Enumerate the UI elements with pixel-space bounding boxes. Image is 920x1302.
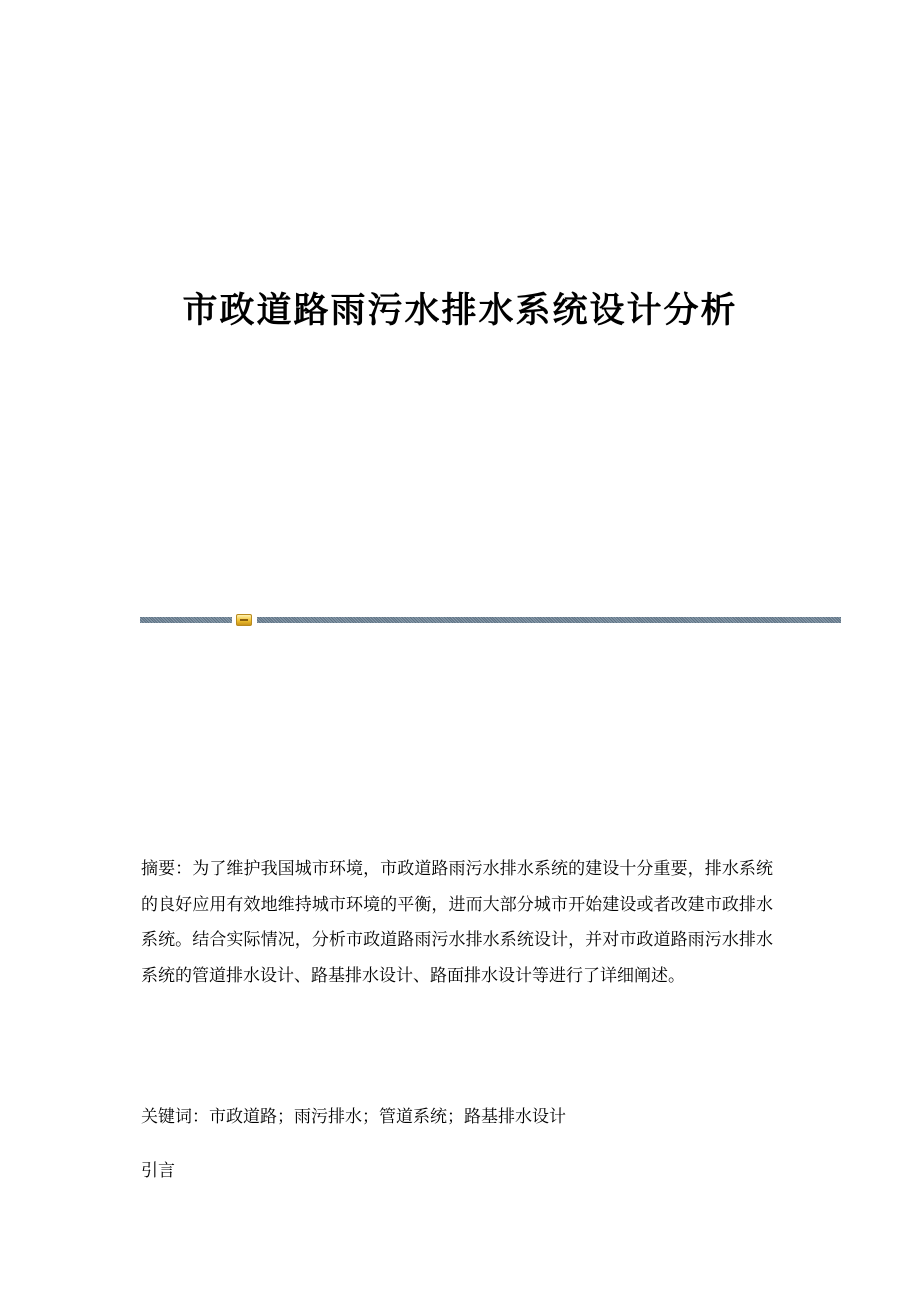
- page-title: 市政道路雨污水排水系统设计分析: [182, 290, 738, 332]
- divider-bar-left: [140, 617, 232, 623]
- intro-heading: 引言: [141, 1161, 175, 1181]
- gold-emblem-icon: [236, 614, 252, 626]
- section-divider: [140, 614, 841, 626]
- keywords-line: 关键词：市政道路；雨污排水；管道系统；路基排水设计: [141, 1107, 566, 1127]
- abstract-paragraph: 摘要：为了维护我国城市环境，市政道路雨污水排水系统的建设十分重要，排水系统的良好应用有效地维持城市环境的平衡，进而大部分城市开始建设或者改建市政排水系统。结合实际情况，分析市政道路雨污水排水系统设计，并对市政道路雨污水排水系统的管道排水设计、路基排水设计、路面排水设计等进行了详细阐述。: [141, 859, 773, 986]
- divider-bar-right: [257, 617, 841, 623]
